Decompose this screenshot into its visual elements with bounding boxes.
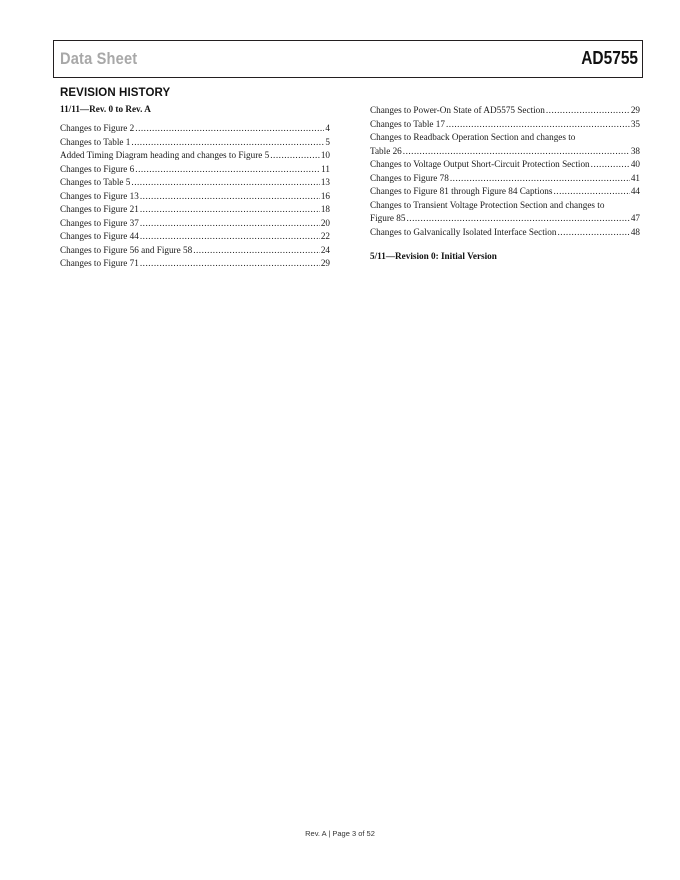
revision-entry-page: 38	[630, 145, 640, 156]
revision-entry-line: Changes to Transient Voltage Protection Section and changes to	[370, 199, 605, 210]
dot-leader	[193, 244, 320, 258]
revision-entry	[370, 185, 640, 199]
revision-entry-page: 22	[320, 231, 330, 241]
revision-list-right	[370, 104, 640, 239]
dot-leader	[140, 230, 320, 244]
revision-entry	[60, 257, 330, 271]
revision-entry-page: 4	[325, 123, 330, 133]
dot-leader	[591, 158, 630, 172]
revision-entry-label: Changes to Galvanically Isolated Interface Section	[370, 226, 557, 237]
revision-entry-label: Added Timing Diagram heading and changes to Figure 5	[60, 150, 270, 160]
revision-entry-label: Changes to Figure 56 and Figure 58	[60, 244, 193, 255]
revision-entry-page: 48	[630, 226, 640, 237]
header-part-number: AD5755	[581, 48, 638, 68]
revision-list-left	[60, 122, 330, 271]
revision-heading-rev-0: 5/11—Revision 0: Initial Version	[370, 251, 497, 261]
revision-entry	[370, 118, 640, 132]
revision-entry-label: Changes to Figure 37	[60, 217, 139, 228]
dot-leader	[131, 176, 319, 190]
revision-entry-page: 16	[320, 190, 330, 201]
revision-entry-label: Changes to Figure 13	[60, 190, 139, 201]
dot-leader	[135, 122, 324, 136]
revision-entry-page: 41	[630, 172, 640, 183]
revision-entry	[60, 176, 330, 190]
revision-entry-label: Changes to Figure 2	[60, 123, 135, 133]
revision-entry-label: Changes to Figure 6	[60, 163, 135, 174]
dot-leader	[270, 149, 320, 163]
revision-entry-page: 18	[320, 204, 330, 214]
dot-leader	[446, 118, 630, 132]
revision-entry	[60, 122, 330, 136]
revision-entry-page: 44	[630, 186, 640, 196]
dot-leader	[131, 136, 324, 150]
revision-entry	[370, 226, 640, 240]
revision-entry-page: 40	[630, 159, 640, 169]
revision-entry	[370, 158, 640, 172]
revision-entry-label: Changes to Figure 81 through Figure 84 Captions	[370, 186, 553, 196]
revision-entry	[60, 217, 330, 231]
revision-entry-page: 29	[630, 105, 640, 115]
section-title: REVISION HISTORY	[60, 87, 171, 99]
revision-entry	[370, 172, 640, 186]
revision-heading-rev-a: 11/11—Rev. 0 to Rev. A	[60, 104, 151, 114]
dot-leader	[403, 145, 630, 159]
dot-leader	[546, 104, 630, 118]
revision-entry-page: 5	[325, 136, 330, 147]
revision-entry-page: 13	[320, 177, 330, 187]
dot-leader	[140, 190, 320, 204]
revision-entry-page: 24	[320, 244, 330, 255]
header-doc-type: Data Sheet	[60, 49, 138, 68]
dot-leader	[140, 203, 320, 217]
revision-entry	[60, 190, 330, 204]
revision-entry-page: 29	[320, 258, 330, 268]
revision-entry-label: Table 26	[370, 145, 402, 156]
revision-entry	[60, 244, 330, 258]
revision-entry	[60, 203, 330, 217]
revision-entry	[370, 145, 640, 159]
revision-entry	[370, 104, 640, 118]
revision-entry-page: 47	[630, 213, 640, 223]
revision-entry-label: Changes to Table 5	[60, 177, 131, 187]
dot-leader	[140, 217, 320, 231]
page-footer: Rev. A | Page 3 of 52	[305, 829, 375, 838]
revision-entry	[60, 163, 330, 177]
revision-entry-label: Changes to Table 17	[370, 118, 445, 129]
revision-entry-page: 11	[321, 163, 330, 174]
revision-entry-label: Changes to Figure 44	[60, 231, 139, 241]
dot-leader	[450, 172, 630, 186]
dot-leader	[553, 185, 629, 199]
revision-entry	[60, 230, 330, 244]
dot-leader	[558, 226, 630, 240]
revision-entry	[370, 212, 640, 226]
revision-entry-line: Changes to Readback Operation Section and changes to	[370, 132, 576, 142]
revision-entry-label: Changes to Table 1	[60, 136, 131, 147]
revision-entry-label: Changes to Voltage Output Short-Circuit Protection Section	[370, 159, 590, 169]
revision-entry-page: 35	[630, 118, 640, 129]
dot-leader	[406, 212, 629, 226]
revision-entry-label: Figure 85	[370, 213, 406, 223]
revision-entry-page: 20	[320, 217, 330, 228]
revision-entry	[60, 149, 330, 163]
dot-leader	[135, 163, 320, 177]
revision-entry-label: Changes to Figure 71	[60, 258, 139, 268]
dot-leader	[140, 257, 320, 271]
revision-entry-page: 10	[320, 150, 330, 160]
revision-entry-label: Changes to Figure 78	[370, 172, 449, 183]
revision-entry	[60, 136, 330, 150]
revision-entry-label: Changes to Power-On State of AD5575 Section	[370, 105, 545, 115]
page-header	[53, 40, 643, 78]
revision-entry-label: Changes to Figure 21	[60, 204, 139, 214]
